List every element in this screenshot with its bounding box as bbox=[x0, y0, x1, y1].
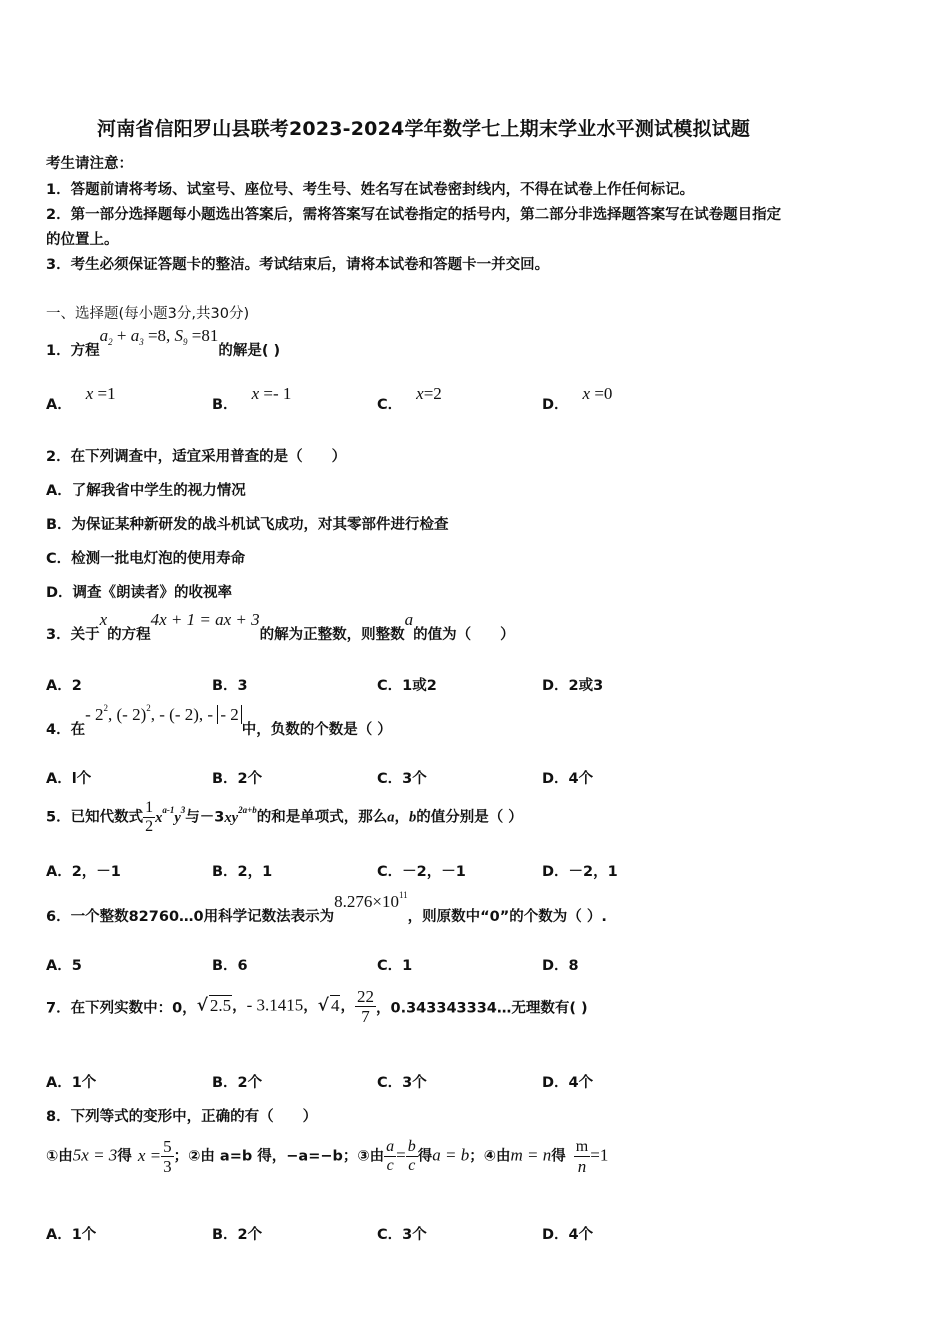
q8-option-c: C．3个 bbox=[377, 1227, 427, 1243]
q2-option-b: B．为保证某种新研发的战斗机试飞成功，对其零部件进行检查 bbox=[46, 517, 449, 533]
question-7: 7．在下列实数中：0，√ 2.5，- 3.1415，√ 4， $\frac{22}{7}$ ，0.343343334…无理数有( ) bbox=[46, 987, 588, 1026]
q1-option-b: B．x =- 1 bbox=[212, 384, 292, 413]
q5-option-d: D．－2，1 bbox=[542, 864, 618, 880]
q2-option-c: C．检测一批电灯泡的使用寿命 bbox=[46, 551, 246, 567]
page-title: 河南省信阳罗山县联考2023-2024学年数学七上期末学业水平测试模拟试题 bbox=[97, 118, 751, 140]
q3-option-d: D．2或3 bbox=[542, 678, 604, 694]
notice-item-3: 3．考生必须保证答题卡的整洁。考试结束后，请将本试卷和答题卡一并交回。 bbox=[46, 257, 550, 273]
question-5: 5．已知代数式 $\frac{1}{2}$ $x^{a-1}y^3$与$-3xy^{2a+b}$的和是单项式，那么a，b的值分别是（ ） bbox=[46, 799, 523, 835]
q4-option-c: C．3个 bbox=[377, 771, 427, 787]
q5-option-b: B．2，1 bbox=[212, 864, 273, 880]
q5-fraction: $\frac{1}{2}$ bbox=[145, 799, 154, 835]
q6-scientific-notation: $8.276\times 10^{11}$ bbox=[334, 890, 408, 911]
q7-sqrt-4: 4 bbox=[330, 995, 340, 1015]
q8-statements: ①由5x = 3得 x = $\frac{5}{3}$ ；②由 a=b 得，−a=−b；③由 $\frac{a}{c}$ = $\frac{b}{c}$ 得a = b；④由m = n得 $\frac{m}{n}$ =1 bbox=[46, 1137, 609, 1176]
notice-item-1: 1．答题前请将考场、试室号、座位号、考生号、姓名写在试卷密封线内，不得在试卷上作任何标记。 bbox=[46, 182, 695, 198]
question-6: 6．一个整数82760…0用科学记数法表示为$8.276\times 10^{11}$，则原数中“0”的个数为（ ）. bbox=[46, 890, 607, 925]
q3-option-b: B．3 bbox=[212, 678, 248, 694]
q4-option-d: D．4个 bbox=[542, 771, 594, 787]
q1-option-c: C．x=2 bbox=[377, 384, 442, 413]
q4-option-a: A．l个 bbox=[46, 771, 92, 787]
q1-option-d: D．x =0 bbox=[542, 384, 613, 413]
notice-item-2: 2．第一部分选择题每小题选出答案后，需将答案写在试卷指定的括号内，第二部分非选择题答案写在试卷题目指定 bbox=[46, 207, 782, 223]
q6-option-a: A．5 bbox=[46, 958, 82, 974]
q4-expression: - $2^2$, (- 2)$^2$, - (- 2), - - 2 bbox=[85, 705, 242, 724]
q7-fraction: $\frac{22}{7}$ bbox=[356, 987, 374, 1026]
q6-option-d: D．8 bbox=[542, 958, 579, 974]
question-1 bbox=[46, 326, 281, 360]
q7-option-c: C．3个 bbox=[377, 1075, 427, 1091]
notice-heading: 考生请注意： bbox=[46, 156, 133, 172]
q3-option-c: C．1或2 bbox=[377, 678, 437, 694]
q8-option-a: A．1个 bbox=[46, 1227, 97, 1243]
q5-option-c: C．－2，－1 bbox=[377, 864, 466, 880]
q1-option-a: A．x =1 bbox=[46, 384, 116, 413]
q1-equation: $a_2 + a_3 =8$, $S_9 =81$ bbox=[99, 326, 219, 347]
q7-sqrt-2-5: 2.5 bbox=[209, 995, 232, 1015]
q8-option-b: B．2个 bbox=[212, 1227, 263, 1243]
q3-option-a: A．2 bbox=[46, 678, 82, 694]
q3-equation: 4x + 1 = ax + 3 bbox=[150, 610, 260, 629]
q1-prefix: 1．方程 bbox=[46, 343, 100, 359]
q6-option-c: C．1 bbox=[377, 958, 413, 974]
question-8: 8．下列等式的变形中，正确的有（ ） bbox=[46, 1109, 318, 1125]
q7-option-d: D．4个 bbox=[542, 1075, 594, 1091]
q6-option-b: B．6 bbox=[212, 958, 248, 974]
q4-option-b: B．2个 bbox=[212, 771, 263, 787]
q8-option-d: D．4个 bbox=[542, 1227, 594, 1243]
q7-option-b: B．2个 bbox=[212, 1075, 263, 1091]
q1-suffix: 的解是( ) bbox=[218, 343, 281, 359]
q2-option-d: D．调查《朗读者》的收视率 bbox=[46, 585, 233, 601]
q7-option-a: A．1个 bbox=[46, 1075, 97, 1091]
question-4: 4．在- $2^2$, (- 2)$^2$, - (- 2), - - 2中，负数的个数是（ ） bbox=[46, 703, 392, 738]
question-3: 3．关于x的方程4x + 1 = ax + 3的解为正整数，则整数a的值为（ ） bbox=[46, 610, 515, 643]
notice-item-2-cont: 的位置上。 bbox=[46, 232, 119, 248]
section-heading: 一、选择题(每小题3分,共30分) bbox=[46, 306, 250, 322]
q5-option-a: A．2，－1 bbox=[46, 864, 121, 880]
question-2: 2．在下列调查中，适宜采用普查的是（ ） bbox=[46, 449, 347, 465]
q2-option-a: A．了解我省中学生的视力情况 bbox=[46, 483, 246, 499]
